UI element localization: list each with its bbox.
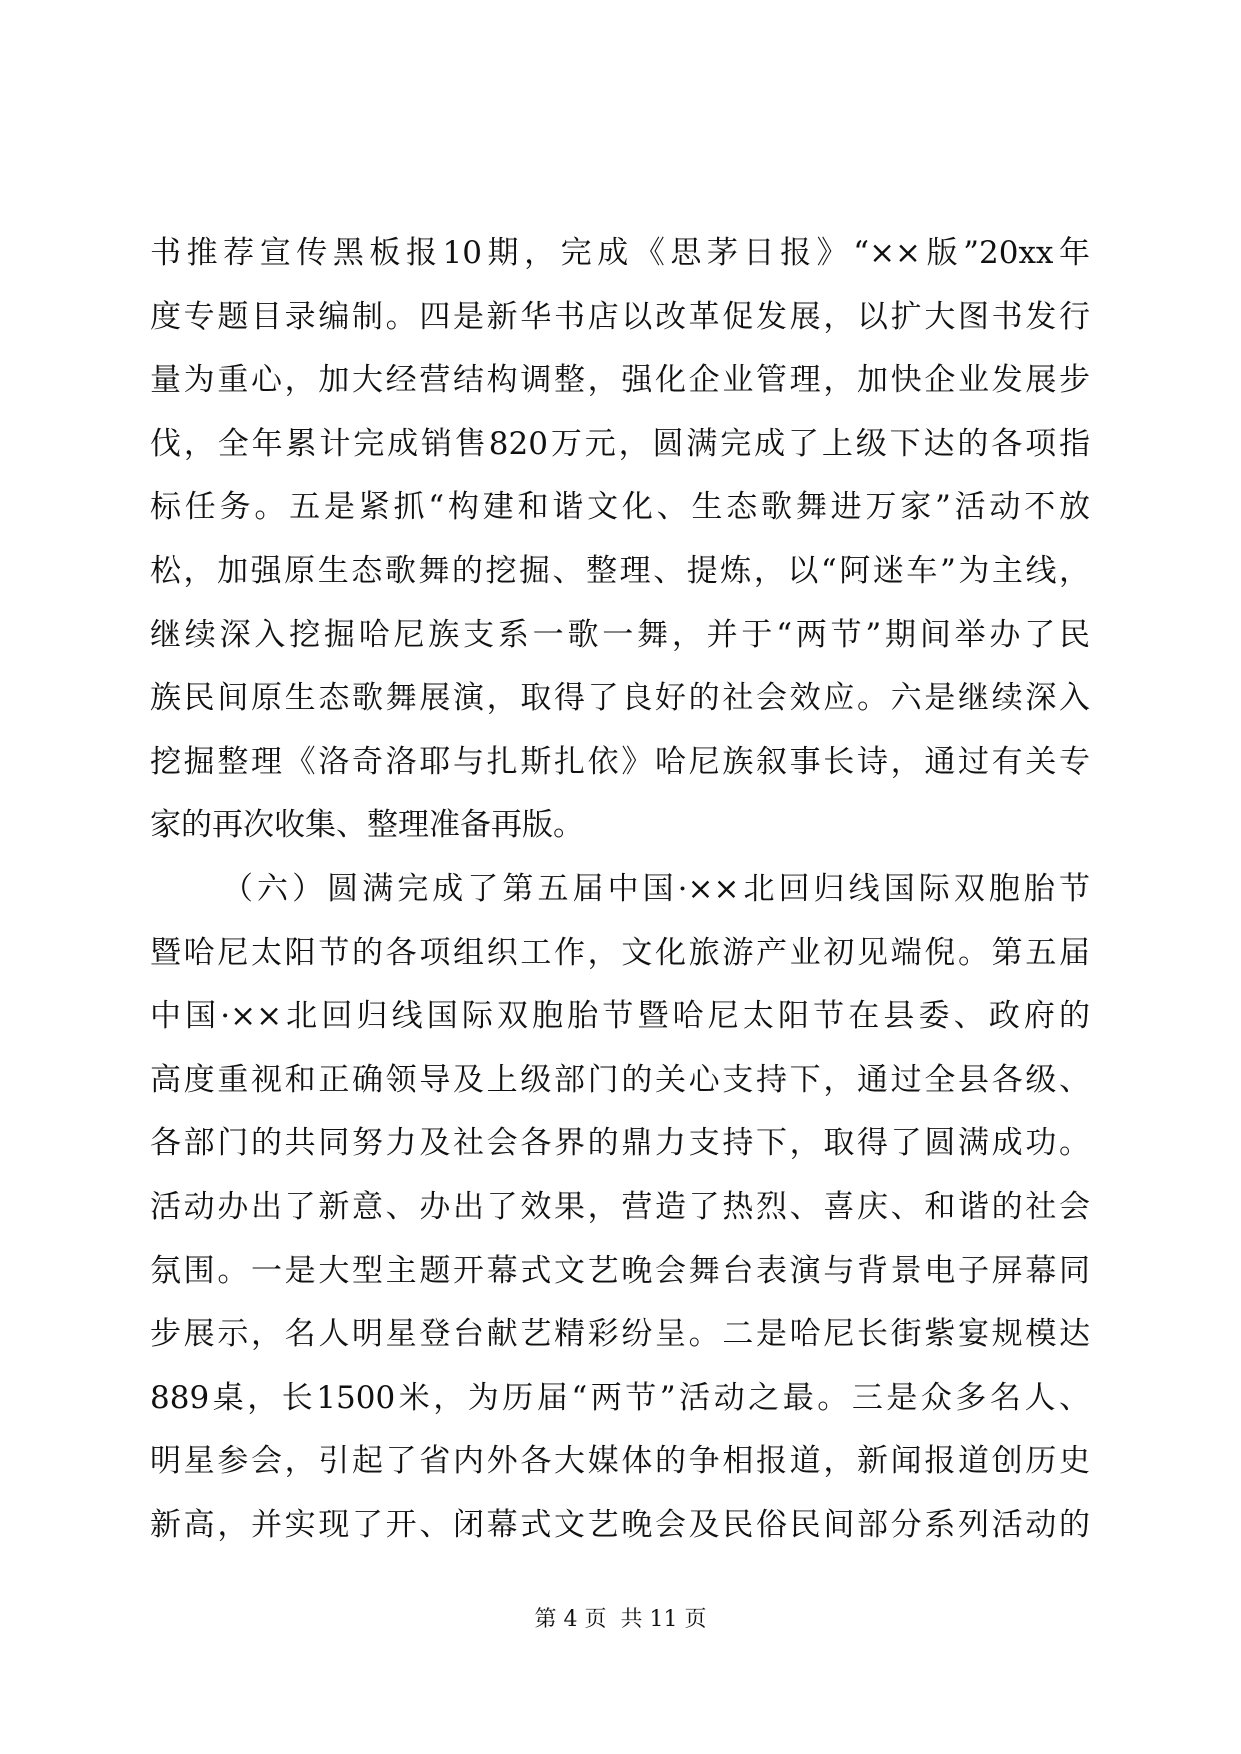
- text-line: 继续深入挖掘哈尼族支系一歌一舞，并于“两节”期间举办了民: [150, 616, 1090, 653]
- text-line: （六）圆满完成了第五届中国·××北回归线国际双胞胎节: [222, 870, 1090, 907]
- text-line: 新高，并实现了开、闭幕式文艺晚会及民俗民间部分系列活动的: [150, 1506, 1090, 1543]
- text-line: 暨哈尼太阳节的各项组织工作，文化旅游产业初见端倪。第五届: [150, 934, 1090, 971]
- text-line: 高度重视和正确领导及上级部门的关心支持下，通过全县各级、: [150, 1061, 1090, 1098]
- document-body: [150, 222, 1090, 1557]
- text-line: 度专题目录编制。四是新华书店以改革促发展，以扩大图书发行: [150, 298, 1090, 335]
- text-line: 各部门的共同努力及社会各界的鼎力支持下，取得了圆满成功。: [150, 1125, 1090, 1162]
- text-line: 氛围。一是大型主题开幕式文艺晚会舞台表演与背景电子屏幕同: [150, 1252, 1090, 1289]
- text-line: 量为重心，加大经营结构调整，强化企业管理，加快企业发展步: [150, 362, 1090, 399]
- text-line: 步展示，名人明星登台献艺精彩纷呈。二是哈尼长街紫宴规模达: [150, 1316, 1090, 1353]
- text-line: 中国·××北回归线国际双胞胎节暨哈尼太阳节在县委、政府的: [150, 998, 1090, 1035]
- paragraph-2: [150, 858, 1090, 1558]
- text-line: 家的再次收集、整理准备再版。: [150, 807, 584, 844]
- text-line: 伐，全年累计完成销售820万元，圆满完成了上级下达的各项指: [150, 425, 1090, 462]
- text-line: 标任务。五是紧抓“构建和谐文化、生态歌舞进万家”活动不放: [150, 489, 1090, 526]
- text-line: 889桌，长1500米，为历届“两节”活动之最。三是众多名人、: [150, 1379, 1090, 1416]
- paragraph-1: [150, 222, 1090, 858]
- text-line: 明星参会，引起了省内外各大媒体的争相报道，新闻报道创历史: [150, 1443, 1090, 1480]
- text-line: 松，加强原生态歌舞的挖掘、整理、提炼，以“阿迷车”为主线，: [150, 552, 1090, 589]
- text-line: 族民间原生态歌舞展演，取得了良好的社会效应。六是继续深入: [150, 680, 1090, 717]
- text-line: 书推荐宣传黑板报10期，完成《思茅日报》“××版”20xx年: [150, 235, 1090, 271]
- text-line: 活动办出了新意、办出了效果，营造了热烈、喜庆、和谐的社会: [150, 1188, 1090, 1225]
- text-line: 挖掘整理《洛奇洛耶与扎斯扎依》哈尼族叙事长诗，通过有关专: [150, 743, 1090, 780]
- page-number-footer: 第 4 页 共 11 页: [534, 1607, 707, 1632]
